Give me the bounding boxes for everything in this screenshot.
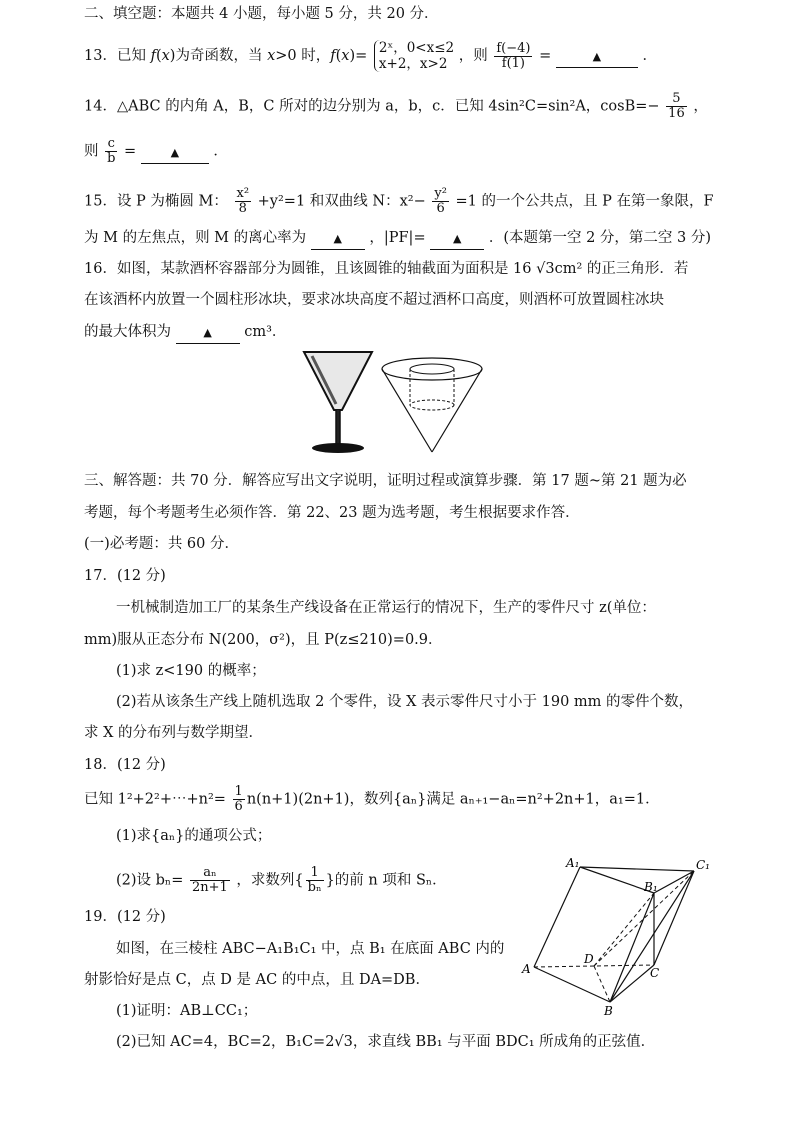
question-14: 14．△ABC 的内角 A，B，C 所对的边分别为 a，b，c．已知 4sin²C=sin²A，cosB=− $\frac{5}{16}$ ， (84, 91, 708, 121)
fraction: $\frac{1}{\text{bₙ}}$ (307, 865, 322, 895)
question-19-part-1: (1)证明：AB⊥CC₁； (116, 1003, 258, 1019)
question-18-part-1: (1)求{aₙ}的通项公式； (116, 828, 272, 844)
section-3-line-1: 三、解答题：共 70 分．解答应写出文字说明，证明过程或演算步骤．第 17 题~第 21 题为必 (84, 473, 687, 489)
section-3-line-3: (一)必考题：共 60 分． (84, 536, 239, 552)
question-17-part-2b: 求 X 的分布列与数学期望． (84, 725, 264, 741)
question-19-line-1: 如图，在三棱柱 ABC−A₁B₁C₁ 中，点 B₁ 在底面 ABC 内的 (116, 941, 505, 957)
label-D: D (584, 952, 594, 966)
question-17-title: 17．(12 分) (84, 568, 166, 584)
label-B1: B₁ (644, 880, 658, 894)
section-3-line-2: 考题，每个考题考生必须作答．第 22、23 题为选考题，考生根据要求作答． (84, 505, 580, 521)
question-15: 15．设 P 为椭圆 M： $\frac{\text{x²}}{8}$ +y²=1 和双曲线 N：x²− $\frac{\text{y²}}{6}$ =1 的一个公共点，且 P 在第一象限，F (84, 186, 714, 216)
question-16-line-3: 的最大体积为 ▲ cm³． (84, 322, 286, 344)
label-B: B (604, 1004, 613, 1018)
piecewise-function: 2ˣ，0<x≤2 x+2，x>2 (374, 40, 454, 72)
question-19-title: 19．(12 分) (84, 909, 166, 925)
question-15-line-2: 为 M 的左焦点，则 M 的离心率为 ▲ ，|PF|= ▲ ．(本题第一空 2 分，第二空 3 分) (84, 228, 711, 250)
question-17-line-1: 一机械制造加工厂的某条生产线设备在正常运行的情况下，生产的零件尺寸 z(单位： (116, 600, 656, 616)
answer-blank[interactable]: ▲ (556, 46, 638, 68)
fraction: $\frac{c}{b}$ (107, 136, 116, 166)
fraction: $\frac{\text{y²}}{6}$ (434, 186, 447, 216)
label-C1: C₁ (696, 858, 710, 872)
question-19-part-2: (2)已知 AC=4，BC=2，B₁C=2√3，求直线 BB₁ 与平面 BDC₁ 所成角的正弦值． (116, 1034, 656, 1050)
label-A1: A₁ (566, 856, 580, 870)
fraction: $\frac{5}{16}$ (668, 91, 685, 121)
label-C: C (650, 966, 660, 980)
answer-blank-2[interactable]: ▲ (430, 228, 484, 250)
question-18-line-1: 已知 1²+2²+⋯+n²= $\frac{1}{6}$ n(n+1)(2n+1)，数列{aₙ}满足 aₙ₊₁−aₙ=n²+2n+1，a₁=1． (84, 784, 660, 814)
label-A: A (522, 962, 531, 976)
question-16-line-2: 在该酒杯内放置一个圆柱形冰块，要求冰块高度不超过酒杯口高度，则酒杯可放置圆柱冰块 (84, 292, 664, 308)
fraction: $\frac{f(-4)}{f(1)}$ (496, 40, 531, 71)
section-2-header: 二、填空题：本题共 4 小题，每小题 5 分，共 20 分． (84, 6, 439, 22)
question-17-line-2: mm)服从正态分布 N(200，σ²)，且 P(z≤210)=0.9． (84, 632, 443, 648)
answer-blank[interactable]: ▲ (176, 322, 240, 344)
question-18-part-2: (2)设 bₙ= $\frac{\text{aₙ}}{2n+1}$ ，求数列{ $\frac{1}{\text{bₙ}}$ }的前 n 项和 Sₙ． (116, 865, 447, 895)
prism-figure (518, 855, 718, 1020)
question-18-title: 18．(12 分) (84, 757, 166, 773)
cone-cylinder-figure (378, 355, 488, 455)
fraction: $\frac{\text{x²}}{8}$ (236, 186, 250, 216)
question-13: 13．已知 f(x)为奇函数，当 x>0 时，f(x)= 2ˣ，0<x≤2 x+2，x>2 ，则 $\frac{f(-4)}{f(1)}$ = ▲ ． (84, 40, 657, 72)
question-17-part-2: (2)若从该条生产线上随机选取 2 个零件，设 X 表示零件尺寸小于 190 mm 的零件个数， (116, 694, 694, 710)
answer-blank-1[interactable]: ▲ (311, 228, 365, 250)
fraction: $\frac{1}{6}$ (234, 784, 243, 814)
fraction: $\frac{\text{aₙ}}{2n+1}$ (191, 865, 228, 895)
question-16-line-1: 16．如图，某款酒杯容器部分为圆锥，且该圆锥的轴截面为面积是 16 √3cm² 的正三角形．若 (84, 261, 689, 277)
question-14-line-2: 则 $\frac{c}{b}$ = ▲ ． (84, 136, 228, 166)
wine-glass-figure (298, 348, 378, 458)
answer-blank[interactable]: ▲ (141, 142, 209, 164)
question-19-line-2: 射影恰好是点 C，点 D 是 AC 的中点，且 DA=DB． (84, 972, 430, 988)
question-17-part-1: (1)求 z<190 的概率； (116, 663, 266, 679)
